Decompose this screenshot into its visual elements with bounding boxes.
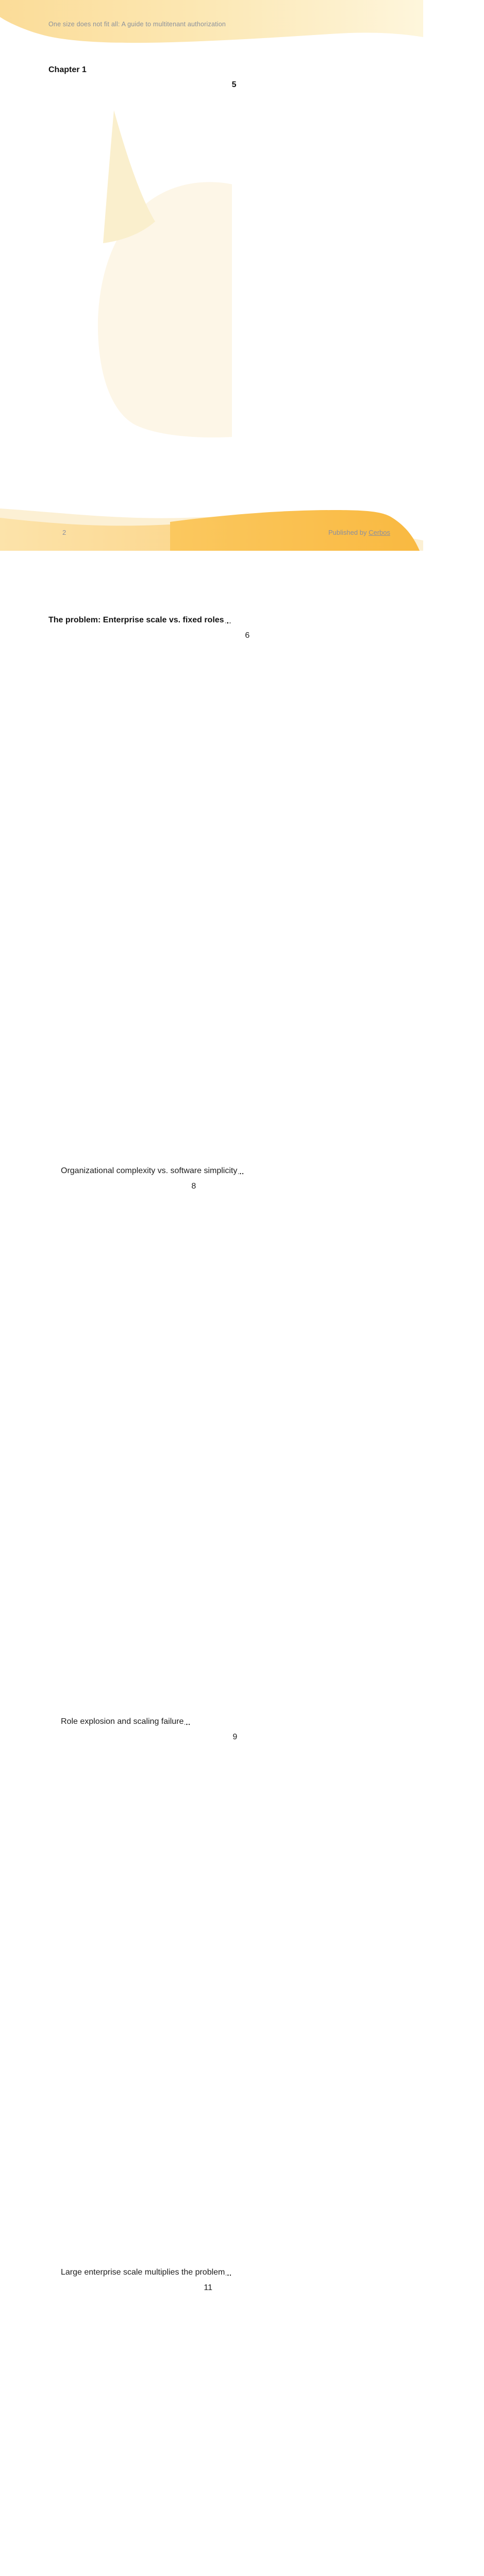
chapter-label: Chapter 1: [48, 65, 87, 74]
toc-entry-page: 11: [204, 2280, 375, 2576]
published-by-label: Published by: [328, 529, 369, 536]
chapter-title-text: The problem: Enterprise scale vs. fixed roles: [48, 616, 224, 624]
toc-entry-text: Role explosion and scaling failure: [61, 1717, 184, 1726]
toc-entry[interactable]: [61, 2280, 375, 2576]
chapter-entries: [61, 628, 375, 2576]
footer-wave-decoration: [0, 504, 423, 551]
dot-leader: [185, 1179, 190, 1730]
footer-publisher: [328, 529, 390, 536]
chapter-page-number: 5: [232, 77, 375, 628]
toc-entry-text: Organizational complexity vs. software simplicity: [61, 1166, 238, 1175]
toc: [48, 62, 375, 2576]
footer-page-number: 2: [62, 529, 66, 536]
toc-entry[interactable]: [61, 1179, 375, 1730]
toc-entry[interactable]: [61, 628, 375, 1179]
toc-entry-page: 8: [191, 1179, 375, 1730]
toc-entry[interactable]: [61, 1730, 375, 2280]
cerbos-link[interactable]: Cerbos: [369, 529, 390, 536]
toc-entry-page: 6: [245, 628, 375, 1179]
toc-chapter: [48, 62, 375, 2576]
toc-entry-text: Large enterprise scale multiplies the problem: [61, 2268, 225, 2277]
dot-leader: [226, 1730, 231, 2280]
dot-leader: [238, 628, 243, 1179]
dot-leader: [197, 2280, 202, 2576]
document-header-title: One size does not fit all: A guide to multitenant authorization: [48, 21, 226, 28]
toc-entry-page: 9: [232, 1730, 375, 2280]
